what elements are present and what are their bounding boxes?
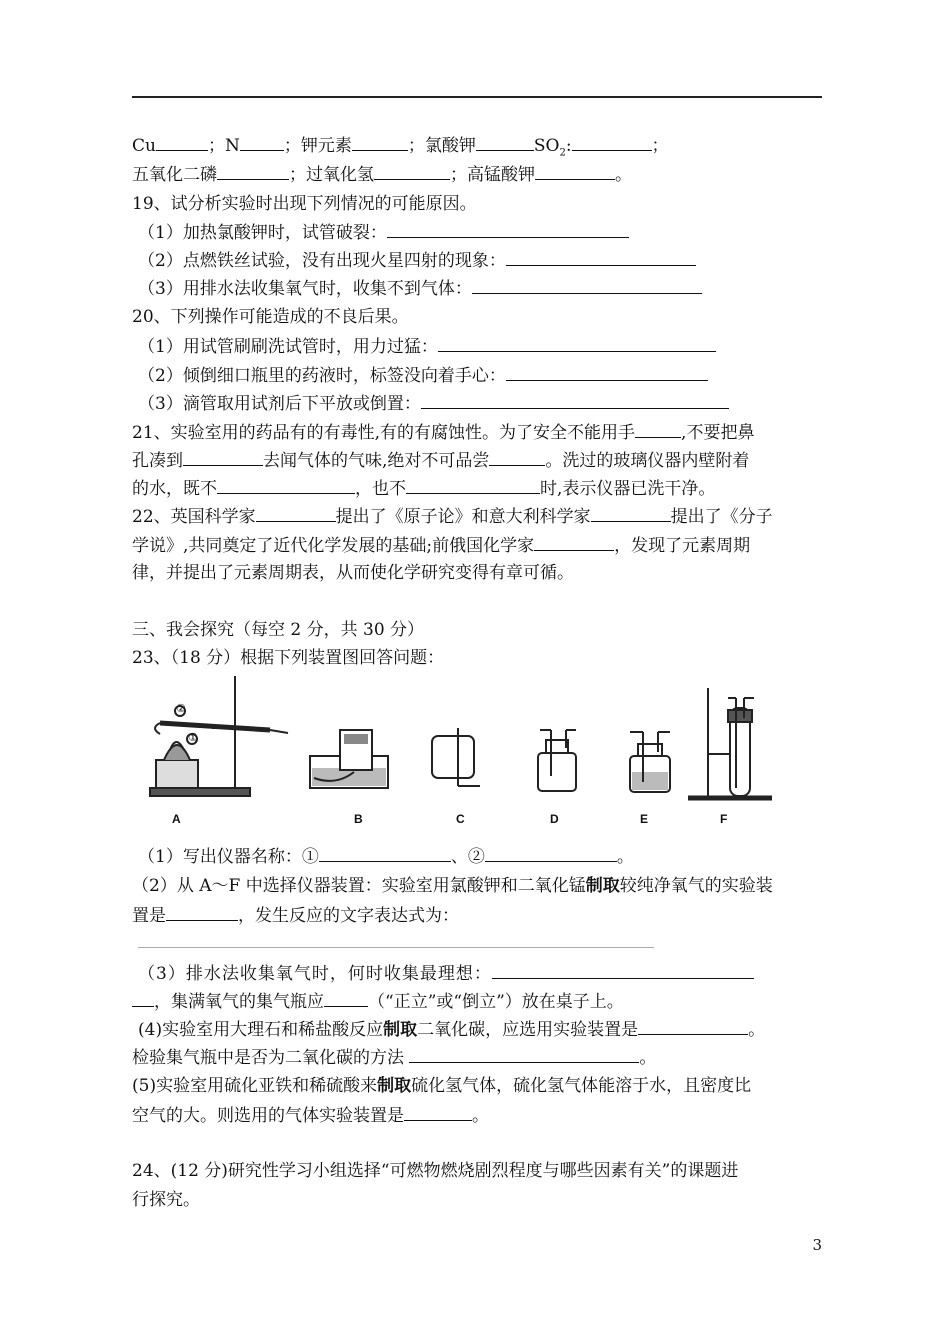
bold-text: 制取 bbox=[585, 876, 620, 896]
text: 较纯净氧气的实验装 bbox=[619, 876, 773, 896]
text: （2）从 A～F 中选择仪器装置：实验室用氯酸钾和二氧化锰 bbox=[132, 876, 586, 896]
text: 检验集气瓶中是否为二氧化碳的方法 bbox=[132, 1048, 404, 1068]
label-d: D bbox=[550, 812, 559, 826]
text: 五氧化二磷 bbox=[132, 165, 217, 185]
text: 。 bbox=[748, 1020, 766, 1040]
blank[interactable] bbox=[485, 845, 617, 862]
q23-s3-line2 bbox=[132, 990, 624, 1013]
blank[interactable] bbox=[183, 449, 263, 466]
label-a: A bbox=[172, 812, 181, 826]
text: （1）加热氯酸钾时，试管破裂： bbox=[138, 223, 387, 243]
page-number: 3 bbox=[812, 1236, 822, 1254]
bold-text: 制取 bbox=[383, 1020, 418, 1040]
text: (4)实验室用大理石和稀盐酸反应 bbox=[138, 1020, 384, 1040]
q18-line2 bbox=[132, 163, 632, 186]
text: 提出了《原子论》和意大利科学家 bbox=[335, 507, 591, 527]
text: ,不要把鼻 bbox=[681, 423, 755, 443]
q21-line3 bbox=[132, 477, 715, 500]
text: 。 bbox=[639, 1048, 657, 1068]
blank[interactable] bbox=[319, 845, 451, 862]
q23-s1 bbox=[138, 845, 634, 868]
blank[interactable] bbox=[132, 990, 154, 1007]
label-f: F bbox=[720, 812, 728, 826]
header-rule bbox=[132, 96, 822, 98]
apparatus-figure bbox=[140, 668, 790, 833]
text: : bbox=[565, 136, 572, 156]
blank[interactable] bbox=[506, 249, 696, 266]
text: （2）点燃铁丝试验，没有出现火星四射的现象： bbox=[138, 251, 506, 271]
blank[interactable] bbox=[635, 421, 681, 438]
blank[interactable] bbox=[406, 477, 540, 494]
text: 孔凑到 bbox=[132, 451, 183, 471]
blank[interactable] bbox=[324, 990, 368, 1007]
text: SO bbox=[533, 136, 560, 156]
q23-s3-line1 bbox=[138, 962, 754, 985]
apparatus-a bbox=[150, 676, 288, 796]
q19-item-2 bbox=[138, 249, 696, 272]
q18-line1 bbox=[132, 134, 669, 164]
text: 学说》,共同奠定了近代化学发展的基础;前俄国化学家 bbox=[132, 536, 535, 556]
text: 的水，既不 bbox=[132, 479, 217, 499]
answer-line[interactable] bbox=[138, 947, 654, 948]
apparatus-b bbox=[310, 730, 388, 788]
text: 21、实验室用的药品有的有毒性,有的有腐蚀性。为了安全不能用手 bbox=[132, 423, 636, 443]
blank[interactable] bbox=[438, 335, 716, 352]
blank[interactable] bbox=[572, 134, 652, 151]
blank[interactable] bbox=[256, 505, 336, 522]
text: ；过氧化氢 bbox=[289, 165, 374, 185]
text: 时,表示仪器已洗干净。 bbox=[540, 479, 716, 499]
subscript: 2 bbox=[559, 147, 566, 159]
blank[interactable] bbox=[156, 134, 208, 151]
text: （3）排水法收集氧气时，何时收集最理想： bbox=[138, 964, 492, 984]
text: （3）用排水法收集氧气时，收集不到气体： bbox=[138, 279, 472, 299]
apparatus-e bbox=[630, 732, 670, 792]
blank[interactable] bbox=[166, 904, 238, 921]
blank[interactable] bbox=[374, 163, 450, 180]
text: 。洗过的玻璃仪器内壁附着 bbox=[545, 451, 750, 471]
text: ； bbox=[651, 136, 669, 156]
label-circle-2: ② bbox=[176, 702, 186, 715]
q19-item-3 bbox=[138, 277, 702, 300]
text: 。 bbox=[615, 165, 632, 185]
blank[interactable] bbox=[638, 1018, 748, 1035]
q20-stem: 20、下列操作可能造成的不良后果。 bbox=[132, 307, 409, 327]
q19-stem: 19、试分析实验时出现下列情况的可能原因。 bbox=[132, 194, 477, 214]
q20-item-2 bbox=[138, 364, 708, 387]
q24-line1: 24、(12 分)研究性学习小组选择“可燃物燃烧剧烈程度与哪些因素有关”的课题进 bbox=[132, 1161, 739, 1181]
text: （“正立”或“倒立”）放在桌子上。 bbox=[368, 992, 624, 1012]
text: 二氧化碳，应选用实验装置是 bbox=[417, 1020, 639, 1040]
text: 。 bbox=[616, 847, 634, 867]
section-header: 三、我会探究（每空 2 分，共 30 分） bbox=[132, 620, 425, 640]
text: 去闻气体的气味,绝对不可品尝 bbox=[263, 451, 490, 471]
q22-line1 bbox=[132, 505, 773, 528]
text: （1）写出仪器名称：① bbox=[138, 847, 319, 867]
text: （3）滴管取用试剂后下平放或倒置： bbox=[138, 394, 421, 414]
text: ；N bbox=[207, 136, 240, 156]
blank[interactable] bbox=[217, 163, 289, 180]
label-c: C bbox=[456, 812, 465, 826]
text: 硫化氢气体，硫化氢气体能溶于水，且密度比 bbox=[411, 1076, 752, 1096]
text: 、② bbox=[450, 847, 485, 867]
blank[interactable] bbox=[421, 392, 729, 409]
apparatus-d bbox=[538, 730, 576, 791]
blank[interactable] bbox=[404, 1104, 472, 1121]
text: 提出了《分子 bbox=[670, 507, 773, 527]
text: (5)实验室用硫化亚铁和稀硫酸来 bbox=[132, 1076, 378, 1096]
blank[interactable] bbox=[409, 1046, 639, 1063]
q20-item-3 bbox=[138, 392, 729, 415]
text: ；高锰酸钾 bbox=[450, 165, 535, 185]
blank[interactable] bbox=[591, 505, 671, 522]
text: 置是 bbox=[132, 906, 166, 926]
text: 空气的大。则选用的气体实验装置是 bbox=[132, 1106, 404, 1126]
q23-s2-line1 bbox=[132, 875, 773, 897]
text: 。 bbox=[472, 1106, 489, 1126]
text: 22、英国科学家 bbox=[132, 507, 256, 527]
text: ；氯酸钾 bbox=[407, 136, 476, 156]
blank[interactable] bbox=[240, 134, 284, 151]
label-e: E bbox=[640, 812, 649, 826]
q23-s4-line1 bbox=[138, 1018, 765, 1041]
q22-line2 bbox=[132, 534, 750, 557]
q20-item-1 bbox=[138, 335, 716, 358]
q23-s4-line2 bbox=[132, 1046, 656, 1069]
text: ，集满氧气的集气瓶应 bbox=[154, 992, 324, 1012]
text: （2）倾倒细口瓶里的药液时，标签没向着手心： bbox=[138, 366, 506, 386]
blank[interactable] bbox=[387, 221, 629, 238]
q23-s2-line2 bbox=[132, 904, 459, 927]
text: ；钾元素 bbox=[283, 136, 352, 156]
q23-stem: 23、（18 分）根据下列装置图回答问题： bbox=[132, 648, 445, 668]
blank[interactable] bbox=[534, 534, 614, 551]
q21-line1 bbox=[132, 421, 754, 444]
label-circle-1: ① bbox=[188, 731, 198, 744]
label-b: B bbox=[354, 812, 363, 826]
q23-s5-line1 bbox=[132, 1075, 751, 1097]
q23-s5-line2 bbox=[132, 1104, 489, 1127]
text: Cu bbox=[132, 136, 156, 156]
blank[interactable] bbox=[476, 134, 534, 151]
text: ，发现了元素周期 bbox=[614, 536, 751, 556]
blank[interactable] bbox=[506, 364, 708, 381]
q21-line2 bbox=[132, 449, 749, 472]
blank[interactable] bbox=[489, 449, 545, 466]
text: （1）用试管刷刷洗试管时，用力过猛： bbox=[138, 337, 438, 357]
blank[interactable] bbox=[352, 134, 408, 151]
q22-line3: 律，并提出了元素周期表，从而使化学研究变得有章可循。 bbox=[132, 563, 574, 583]
blank[interactable] bbox=[535, 163, 615, 180]
text: ，也不 bbox=[355, 479, 406, 499]
blank[interactable] bbox=[492, 962, 754, 979]
blank[interactable] bbox=[472, 277, 702, 294]
apparatus-c bbox=[432, 728, 480, 786]
bold-text: 制取 bbox=[377, 1076, 412, 1096]
q19-item-1 bbox=[138, 221, 629, 244]
text: ，发生反应的文字表达式为： bbox=[238, 906, 459, 926]
q24-line2: 行探究。 bbox=[132, 1190, 200, 1210]
blank[interactable] bbox=[217, 477, 355, 494]
apparatus-f bbox=[688, 688, 772, 798]
